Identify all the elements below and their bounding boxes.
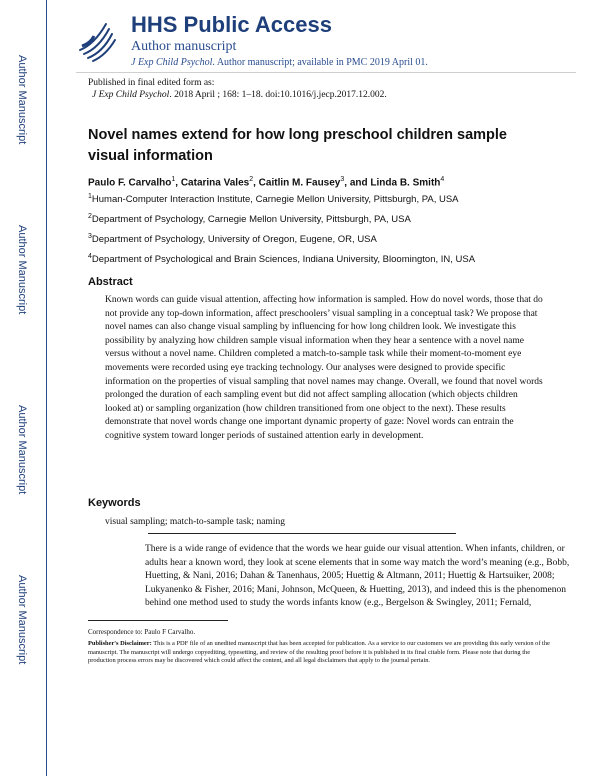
affiliation: $^4$Department of Psychological and Brain Sciences, Indiana University, Bloomington, IN, USA bbox=[88, 253, 476, 266]
sidebar-divider bbox=[46, 0, 47, 776]
author-affiliation-marker: 1 bbox=[171, 176, 176, 183]
author-name: Catarina Vales bbox=[180, 177, 250, 189]
citation-details: . 2018 April ; 168: 1–18. doi:10.1016/j.jecp.2017.12.002. bbox=[169, 90, 387, 100]
side-label-author-manuscript: Author Manuscript bbox=[16, 55, 28, 145]
side-label-author-manuscript: Author Manuscript bbox=[16, 575, 28, 665]
author-affiliation-marker: 2 bbox=[249, 176, 254, 183]
paper-title: Novel names extend for how long preschool children sample visual information bbox=[88, 127, 507, 164]
keywords-heading: Keywords bbox=[88, 497, 141, 509]
citation-line bbox=[92, 90, 387, 100]
author-separator: , and bbox=[344, 177, 371, 189]
author-list bbox=[88, 176, 444, 188]
disclaimer-label: Publisher's Disclaimer: bbox=[88, 640, 152, 647]
correspondence-note: Correspondence to: Paulo F Carvalho. bbox=[88, 628, 196, 636]
header-journal-name: J Exp Child Psychol bbox=[131, 57, 213, 68]
footnote-divider bbox=[88, 620, 228, 621]
abstract-heading: Abstract bbox=[88, 276, 133, 288]
header-journal-line bbox=[131, 57, 428, 68]
author-separator: , bbox=[253, 177, 259, 189]
citation-journal: J Exp Child Psychol bbox=[92, 90, 170, 100]
keywords-divider bbox=[148, 533, 456, 534]
author-affiliation-marker: 4 bbox=[440, 176, 445, 183]
author-separator: , bbox=[175, 177, 181, 189]
side-label-author-manuscript: Author Manuscript bbox=[16, 225, 28, 315]
header-title: HHS Public Access bbox=[131, 12, 332, 37]
disclaimer-text: This is a PDF file of an unedited manuscript that has been accepted for publication. As a service to our customers we are providing this early version of the manuscript. The manuscript will undergo copyediting, typesetting, and review of the resulting proof before it is published in its final citable form. Please note that during the production process errors may be discovered which could affect the content, and all legal disclaimers that apply to the journal pertain. bbox=[88, 640, 550, 665]
hhs-eagle-icon bbox=[76, 16, 120, 64]
published-in-label: Published in final edited form as: bbox=[88, 78, 215, 88]
header-divider bbox=[76, 72, 576, 73]
author-name: Caitlin M. Fausey bbox=[258, 177, 341, 189]
affiliation: $^3$Department of Psychology, University of Oregon, Eugene, OR, USA bbox=[88, 233, 377, 246]
affiliation: $^1$Human-Computer Interaction Institute, Carnegie Mellon University, Pittsburgh, PA, USA bbox=[88, 193, 459, 206]
header-subtitle: Author manuscript bbox=[131, 39, 237, 54]
intro-paragraph: There is a wide range of evidence that the words we hear guide our visual attention. When infants, children, or adults hear a known word, they look at scene elements that in some way match the word’s meaning (e.g., Bobb, Huetting, & Nani, 2016; Dahan & Tanenhaus, 2005; Huettig & Altmann, 2011; Huettig & Hartsuiker, 2008; Lukyanenko & Fisher, 2016; Mani, Johnson, McQueen, & Huetting, 2013), and indeed this is the phenomenon behind one method used to study the words infants know (e.g., Bergelson & Swingley, 2011; Fernald, bbox=[145, 544, 570, 609]
header-availability: . Author manuscript; available in PMC 2019 April 01. bbox=[212, 57, 428, 68]
author-name: Paulo F. Carvalho bbox=[88, 177, 172, 189]
author-affiliation-marker: 3 bbox=[340, 176, 345, 183]
side-label-author-manuscript: Author Manuscript bbox=[16, 405, 28, 495]
author-name: Linda B. Smith bbox=[370, 177, 441, 189]
affiliation: $^2$Department of Psychology, Carnegie Mellon University, Pittsburgh, PA, USA bbox=[88, 213, 411, 226]
abstract-text: Known words can guide visual attention, affecting how information is sampled. How do novel words, those that do not provide any top-down information, affect preschoolers’ visual sampling in a conceptual task? We propose that novel names can also change visual sampling by influencing for how long children look. We investigate this possibility by analyzing how children sample visual information when they hear a sentence with a novel name versus without a novel name. Children completed a match-to-sample task while their moment-to-moment eye movements were recorded using eye tracking technology. Our analyses were designed to provide specific information on the properties of visual sampling that novel names may change. Overall, we found that novel words prolonged the duration of each sampling event but did not affect sampling allocation (which objects children looked at) or sampling organization (how children transitioned from one object to the next). These results demonstrate that novel words change one important dynamic property of gaze: Novel words can entrain the cognitive system toward longer periods of sustained attention early in development. bbox=[105, 295, 543, 441]
publisher-disclaimer bbox=[88, 640, 550, 666]
keywords-text: visual sampling; match-to-sample task; naming bbox=[105, 517, 285, 527]
